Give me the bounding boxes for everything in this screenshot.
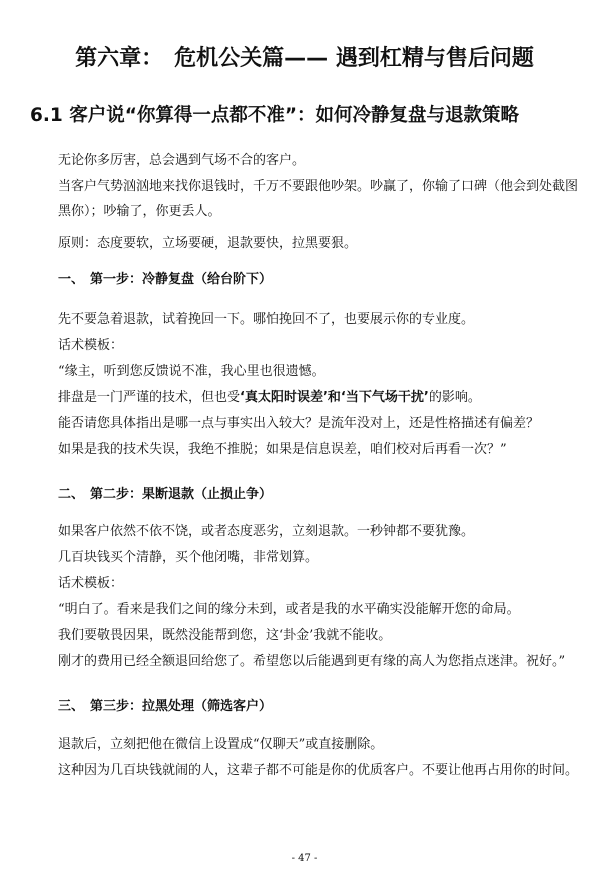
step3-paragraph-2: 这种因为几百块钱就闹的人，这辈子都不可能是你的优质客户。不要让他再占用你的时间。 bbox=[58, 763, 579, 778]
page-number: - 47 - bbox=[291, 853, 318, 864]
step2-paragraph-1: 如果客户依然不依不饶，或者态度恶劣，立刻退款。一秒钟都不要犹豫。 bbox=[58, 524, 475, 539]
step1-number: 一、 bbox=[58, 272, 85, 287]
step3-heading bbox=[58, 697, 272, 717]
intro-paragraph-2: 当客户气势汹汹地来找你退钱时，千万不要跟他吵架。吵赢了，你输了口碑（他会到处截图黑你）；吵输了，你更丢人。 bbox=[58, 179, 579, 219]
step1-quote-line-4: 如果是我的技术失误，我绝不推脱；如果是信息误差，咱们校对后再看一次？” bbox=[58, 442, 507, 457]
step1-template-label: 话术模板： bbox=[58, 338, 124, 353]
step1-heading-text: 第一步：冷静复盘（给台阶下） bbox=[90, 272, 273, 287]
step1-quote-line-2-pre: 排盘是一门严谨的技术，但也受 bbox=[58, 390, 241, 405]
step1-quote-line-3: 能否请您具体指出是哪一点与事实出入较大？是流年没对上，还是性格描述有偏差？ bbox=[58, 416, 540, 431]
step1-quote-line-2-post: 的影响。 bbox=[428, 390, 481, 405]
step3-number: 三、 bbox=[58, 699, 85, 714]
step2-quote-line-3: 刚才的费用已经全额退回给您了。希望您以后能遇到更有缘的高人为您指点迷津。祝好。” bbox=[58, 654, 566, 669]
step1-quote-line-2-and: 和 bbox=[327, 390, 341, 405]
step2-heading-text: 第二步：果断退款（止损止争） bbox=[90, 487, 273, 502]
step2-template-label: 话术模板： bbox=[58, 576, 124, 591]
field-interference-emphasis: ‘当下气场干扰’ bbox=[340, 390, 429, 405]
step1-paragraph: 先不要急着退款，试着挽回一下。哪怕挽回不了，也要展示你的专业度。 bbox=[58, 312, 475, 327]
section-title: 6.1 客户说“你算得一点都不准”：如何冷静复盘与退款策略 bbox=[30, 105, 520, 126]
step2-quote-line-1: “明白了。看来是我们之间的缘分未到，或者是我的水平确实没能解开您的命局。 bbox=[58, 602, 520, 617]
step3-heading-text: 第三步：拉黑处理（筛选客户） bbox=[90, 699, 273, 714]
step2-paragraph-2: 几百块钱买个清静，买个他闭嘴，非常划算。 bbox=[58, 550, 319, 565]
step1-heading bbox=[58, 270, 272, 290]
step2-quote-line-2: 我们要敬畏因果，既然没能帮到您，这‘卦金’我就不能收。 bbox=[58, 628, 392, 643]
sun-time-error-emphasis: ‘真太阳时误差’ bbox=[240, 390, 328, 405]
step2-heading bbox=[58, 485, 272, 505]
step3-paragraph-1: 退款后，立刻把他在微信上设置成“仅聊天”或直接删除。 bbox=[58, 737, 384, 752]
intro-principle: 原则：态度要软，立场要硬，退款要快，拉黑要狠。 bbox=[58, 236, 358, 251]
step2-number: 二、 bbox=[58, 487, 85, 502]
step1-quote-line-2 bbox=[58, 388, 481, 408]
step1-quote-line-1: “缘主，听到您反馈说不准，我心里也很遗憾。 bbox=[58, 364, 325, 379]
intro-paragraph-1: 无论你多厉害，总会遇到气场不合的客户。 bbox=[58, 153, 306, 168]
chapter-title: 第六章： 危机公关篇—— 遇到杠精与售后问题 bbox=[75, 46, 534, 71]
